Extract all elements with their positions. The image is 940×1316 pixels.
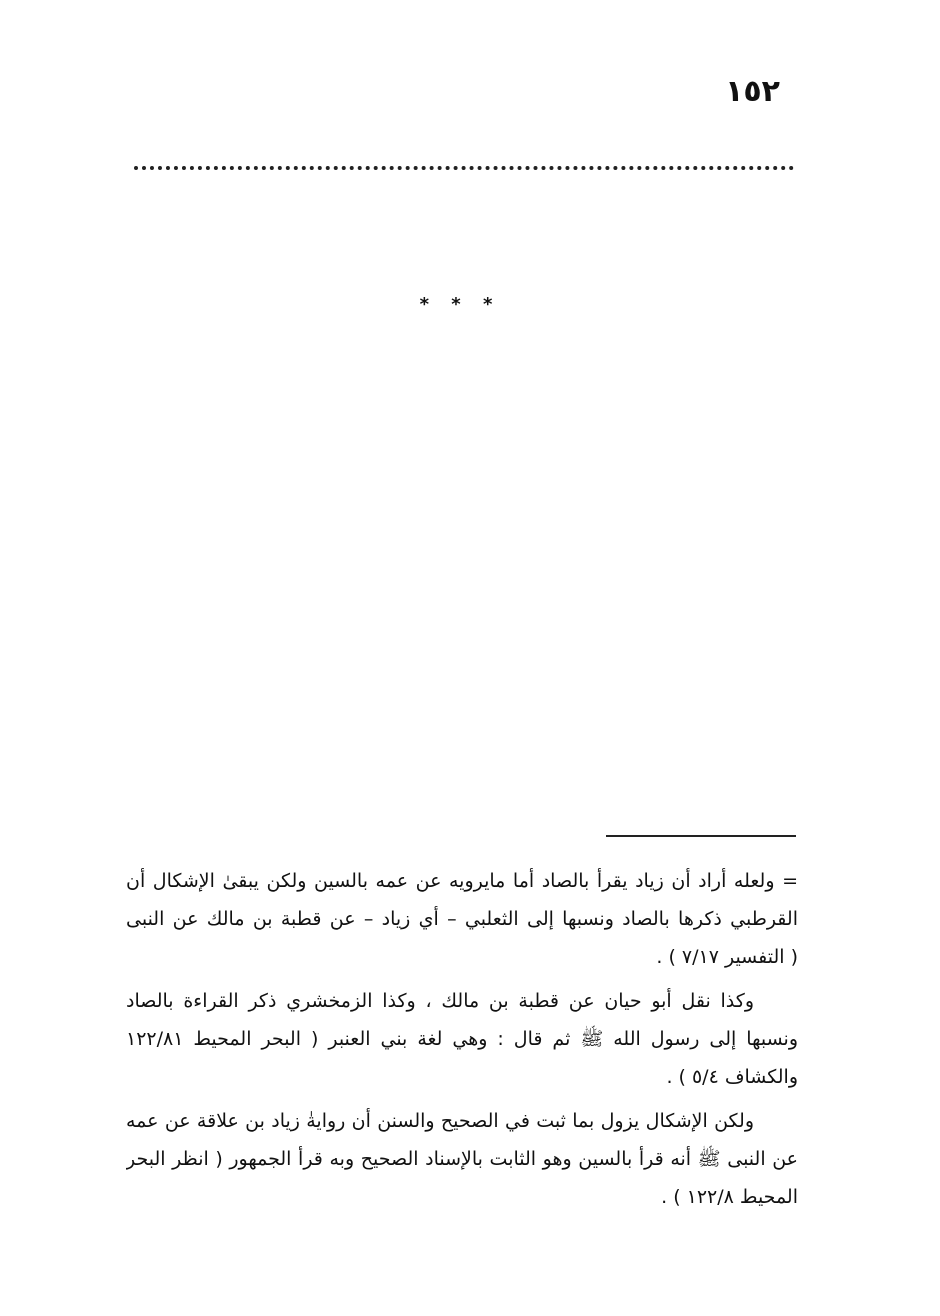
footnotes <box>126 862 798 1222</box>
footnote-line: القرطبي ذكرها بالصاد ونسبها إلى الثعلبي – أي زياد – عن قطبة بن مالك عن النبى <box>126 908 798 930</box>
footnote-line: عن النبى ﷺ أنه قرأ بالسين وهو الثابت بالإسناد الصحيح وبه قرأ الجمهور ( انظر البحر <box>126 1148 798 1170</box>
footnote-line: = ولعله أراد أن زياد يقرأ بالصاد أما مايرويه عن عمه بالسين ولكن يبقىٰ الإشكال أن <box>126 870 798 892</box>
footnote-paragraph-2 <box>126 982 798 1096</box>
page-number: ١٥٢ <box>725 74 780 109</box>
footnote-paragraph-1 <box>126 862 798 976</box>
footnote-line: والكشاف ٥/٤ ) . <box>666 1066 798 1088</box>
dotted-divider <box>134 166 794 170</box>
asterisk-separator: * * * <box>419 294 501 315</box>
footnote-paragraph-3 <box>126 1102 798 1216</box>
footnote-line: وكذا نقل أبو حيان عن قطبة بن مالك ، وكذا الزمخشري ذكر القراءة بالصاد <box>126 990 754 1012</box>
footnote-rule <box>606 835 796 837</box>
footnote-line: ولكن الإشكال يزول بما ثبت في الصحيح والسنن أن روايةٰ زياد بن علاقة عن عمه <box>126 1110 754 1132</box>
footnote-line: المحيط ١٢٢/٨ ) . <box>661 1186 798 1208</box>
footnote-line: ونسبها إلى رسول الله ﷺ ثم قال : وهي لغة بني العنبر ( البحر المحيط ١٢٢/٨١ <box>126 1028 798 1050</box>
footnote-line: ( التفسير ٧/١٧ ) . <box>656 946 798 968</box>
